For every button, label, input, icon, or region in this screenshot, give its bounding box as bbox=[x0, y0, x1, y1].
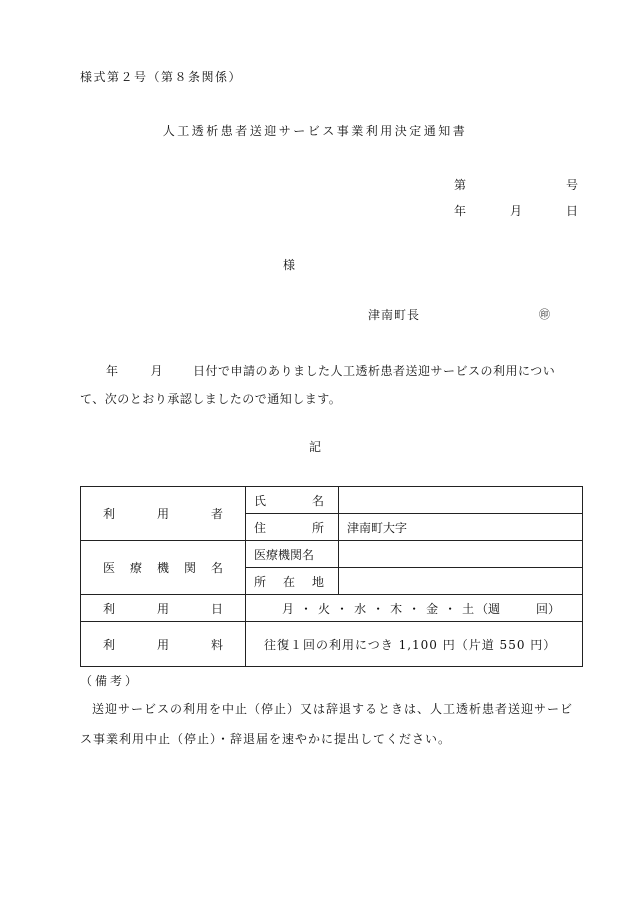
remarks-label: （備考） bbox=[80, 674, 141, 688]
issue-month: 月 bbox=[509, 204, 522, 218]
usage-days bbox=[254, 600, 574, 617]
document-title: 人工透析患者送迎サービス事業利用決定通知書 bbox=[162, 124, 468, 138]
medical-name-label-cell: 医療機関名 bbox=[246, 541, 339, 568]
user-label: 利 用 者 bbox=[103, 507, 223, 521]
location-label: 所 在 地 bbox=[254, 574, 324, 589]
day-fri: 金 bbox=[426, 601, 439, 616]
day-mon: 月 bbox=[282, 601, 295, 616]
day-sat: 土 bbox=[462, 601, 475, 616]
user-label-cell bbox=[81, 487, 246, 541]
day-sep: ・ bbox=[408, 601, 421, 616]
usage-day-value-cell bbox=[246, 595, 583, 622]
seal-mark: ㊞ bbox=[539, 308, 550, 321]
location-label-cell bbox=[246, 568, 339, 595]
issue-number-suffix: 号 bbox=[565, 178, 578, 192]
info-table bbox=[80, 486, 583, 667]
medical-name-value-cell bbox=[339, 541, 583, 568]
medical-label: 医 療 機 関 名 bbox=[103, 561, 223, 575]
fee-label-cell bbox=[81, 622, 246, 667]
usage-day-label: 利 用 日 bbox=[103, 601, 223, 616]
day-tue: 火 bbox=[318, 601, 331, 616]
address-value-cell: 津南町大字 bbox=[339, 514, 583, 541]
issue-number-prefix: 第 bbox=[454, 178, 467, 192]
day-wed: 水 bbox=[354, 601, 367, 616]
issue-number bbox=[454, 176, 578, 193]
issue-day: 日 bbox=[565, 204, 578, 218]
addressee-suffix: 様 bbox=[283, 258, 296, 272]
issue-year: 年 bbox=[454, 204, 467, 218]
name-label: 氏 名 bbox=[254, 493, 324, 508]
day-sep: ・ bbox=[336, 601, 349, 616]
address-label-cell bbox=[246, 514, 339, 541]
notice-body bbox=[80, 357, 580, 413]
day-sep: ・ bbox=[300, 601, 313, 616]
body-year: 年 bbox=[106, 364, 119, 378]
issuer-name: 津南町長 bbox=[368, 308, 421, 322]
fee-label: 利 用 料 bbox=[103, 637, 223, 652]
remarks-text: 送迎サービスの利用を中止（停止）又は辞退するときは、人工透析患者送迎サービス事業利用中止（停止）・辞退届を速やかに提出してください。 bbox=[80, 702, 574, 746]
name-value-cell bbox=[339, 487, 583, 514]
weekly-count: （週 回） bbox=[475, 601, 560, 616]
issue-date bbox=[454, 202, 578, 219]
name-label-cell bbox=[246, 487, 339, 514]
fee-value-cell bbox=[246, 622, 583, 667]
fee-value: 往復１回の利用につき 1,100 円（片道 550 円） bbox=[264, 637, 557, 652]
day-sep: ・ bbox=[372, 601, 385, 616]
address-label: 住 所 bbox=[254, 520, 324, 535]
day-thu: 木 bbox=[390, 601, 403, 616]
ki-heading: 記 bbox=[308, 440, 321, 454]
body-month: 月 bbox=[150, 364, 164, 378]
weekday-list bbox=[282, 600, 474, 617]
location-value-cell bbox=[339, 568, 583, 595]
usage-day-label-cell bbox=[81, 595, 246, 622]
medical-label-cell bbox=[81, 541, 246, 595]
day-sep: ・ bbox=[444, 601, 457, 616]
body-text: 日付で申請のありました人工透析患者送迎サービスの利用について、次のとおり承認しましたので通知します。 bbox=[80, 364, 556, 406]
form-number: 様式第２号（第８条関係） bbox=[80, 70, 243, 84]
